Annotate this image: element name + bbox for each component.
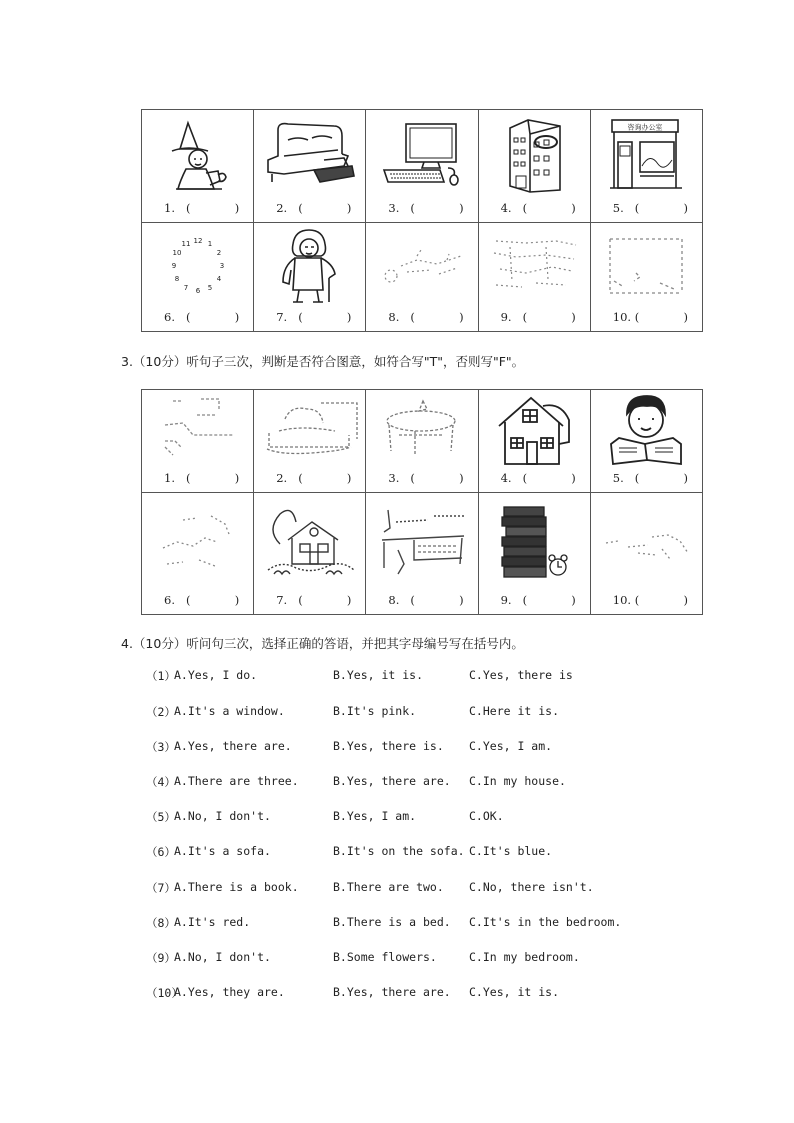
faded-picture-icon [142, 493, 253, 592]
books-clock-icon [479, 493, 590, 592]
picture-grid-2 [141, 389, 703, 615]
grid1-cell-6: 12 1 2 3 4 5 6 7 8 9 10 11 6. ( ) [142, 223, 254, 332]
boy-reading-icon [591, 390, 702, 470]
list-item: （7） A.There is a book. B.There are two. C.No, there isn't. [146, 880, 594, 895]
desk-icon [366, 493, 477, 592]
grid2-cell-10: 10. ( ) [590, 493, 702, 615]
question-4-title: 4.（10分）听问句三次，选择正确的答语，并把其字母编号写在括号内。 [121, 636, 524, 651]
list-item: （2） A.It's a window. B.It's pink. C.Here it is. [146, 704, 560, 719]
svg-text:5: 5 [207, 284, 212, 292]
grid2-cell-1: 1. ( ) [142, 390, 254, 493]
grid1-cell-7: 7. ( ) [254, 223, 366, 332]
grid2-cell-4: 4. ( ) [478, 390, 590, 493]
booth-sign: 咨询办公室 [627, 123, 663, 132]
faded-table-icon [366, 390, 477, 470]
booth-icon [591, 110, 702, 200]
grid1-cell-4: 4. ( ) [478, 110, 590, 223]
svg-text:11: 11 [181, 240, 191, 248]
grid1-cell-3: 3. ( ) [366, 110, 478, 223]
list-item: （3） A.Yes, there are. B.Yes, there is. C.Yes, I am. [146, 739, 553, 754]
svg-text:6: 6 [195, 287, 200, 295]
list-item: （6） A.It's a sofa. B.It's on the sofa. C.It's blue. [146, 844, 553, 859]
faded-picture-icon [366, 223, 477, 309]
grid1-cell-1: 1. ( ) [142, 110, 254, 223]
faded-picture-icon [479, 223, 590, 309]
building-icon [479, 110, 590, 200]
list-item: （1） A.Yes, I do. B.Yes, it is. C.Yes, there is [146, 668, 573, 683]
sofa-icon [254, 110, 365, 200]
grid2-cell-6: 6. ( ) [142, 493, 254, 615]
list-item: （5） A.No, I don't. B.Yes, I am. C.OK. [146, 809, 504, 824]
clock-icon [142, 223, 253, 309]
witch-icon [142, 110, 253, 200]
grid2-cell-7: 7. ( ) [254, 493, 366, 615]
svg-text:2: 2 [216, 249, 221, 257]
list-item: （10） A.Yes, they are. B.Yes, there are. C.Yes, it is. [146, 985, 560, 1000]
grid2-cell-5: 5. ( ) [590, 390, 702, 493]
svg-text:4: 4 [216, 275, 221, 283]
grid1-cell-9: 9. ( ) [478, 223, 590, 332]
svg-text:3: 3 [219, 262, 224, 270]
list-item: （4） A.There are three. B.Yes, there are. C.In my house. [146, 774, 566, 789]
grid2-cell-8: 8. ( ) [366, 493, 478, 615]
faded-sofa-icon [254, 390, 365, 470]
svg-text:12: 12 [193, 237, 203, 245]
picture-grid-1 [141, 109, 703, 332]
grid1-cell-8: 8. ( ) [366, 223, 478, 332]
grid2-cell-2: 2. ( ) [254, 390, 366, 493]
house-tree-icon [254, 493, 365, 592]
grid2-cell-3: 3. ( ) [366, 390, 478, 493]
svg-text:1: 1 [207, 240, 212, 248]
faded-picture-icon [142, 390, 253, 470]
item-number: 1. [164, 201, 175, 215]
grid2-cell-9: 9. ( ) [478, 493, 590, 615]
list-item: （9） A.No, I don't. B.Some flowers. C.In my bedroom. [146, 950, 580, 965]
computer-icon [366, 110, 477, 200]
grid1-cell-5: 咨询办公室 5. ( ) [590, 110, 702, 223]
list-item: （8） A.It's red. B.There is a bed. C.It's in the bedroom. [146, 915, 622, 930]
svg-text:8: 8 [174, 275, 179, 283]
grandma-icon [254, 223, 365, 309]
faded-picture-icon [591, 223, 702, 309]
svg-text:7: 7 [183, 284, 188, 292]
grid1-cell-10: 10. ( ) [590, 223, 702, 332]
svg-text:9: 9 [171, 262, 176, 270]
faded-picture-icon [591, 493, 702, 592]
house-icon [479, 390, 590, 470]
question-3-title: 3.（10分）听句子三次，判断是否符合图意，如符合写"T"，否则写"F"。 [121, 354, 525, 369]
grid1-cell-2: 2. ( ) [254, 110, 366, 223]
svg-text:10: 10 [172, 249, 182, 257]
